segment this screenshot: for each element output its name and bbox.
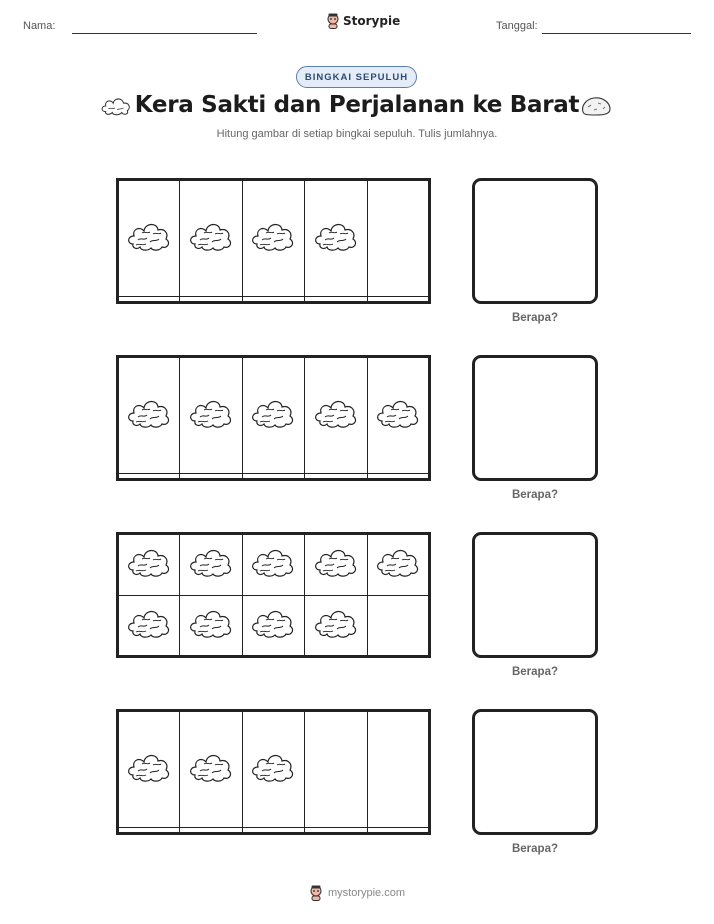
ten-frame-cell [305,357,367,474]
ten-frame-cell [118,297,180,303]
cloud-icon [188,545,234,579]
ten-frame-row [118,474,430,480]
ten-frame-cell [180,595,242,657]
ten-frame-cell [367,534,429,596]
cloud-icon [313,606,359,640]
ten-frame-cell [180,534,242,596]
ten-frame-cell [180,297,242,303]
ten-frame-cell [242,595,304,657]
answer-box-4[interactable] [472,709,598,835]
name-line[interactable] [72,33,257,34]
ten-frame-cell [118,357,180,474]
ten-frame-cell [367,828,429,834]
ten-frame-4 [116,709,431,835]
cloud-icon [375,396,421,430]
cloud-icon [188,606,234,640]
ten-frame-cell [367,357,429,474]
date-label: Tanggal: [496,20,538,32]
ten-frame-cell [305,534,367,596]
cloud-icon [188,396,234,430]
ten-frame-cell [180,357,242,474]
ten-frame-row [118,595,430,657]
answer-box-3[interactable] [472,532,598,658]
ten-frame-cell [305,828,367,834]
cloud-icon [313,545,359,579]
cloud-icon [126,750,172,784]
storypie-mascot-icon [309,885,323,901]
ten-frame-cell [118,474,180,480]
ten-frame-cell [305,474,367,480]
cloud-icon [250,219,296,253]
ten-frame-row [118,180,430,297]
answer-label-2: Berapa? [511,489,559,501]
ten-frame-row [118,534,430,596]
cloud-icon [250,606,296,640]
ten-frame-cell [118,180,180,297]
ten-frame-cell [367,711,429,828]
date-line[interactable] [542,33,691,34]
cloud-icon [126,606,172,640]
ten-frame-cell [367,297,429,303]
ten-frame-cell [242,474,304,480]
storypie-logo [326,13,400,29]
ten-frame-row [118,297,430,303]
cloud-icon [313,396,359,430]
ten-frame-cell [367,180,429,297]
rock-icon [580,95,612,117]
cloud-icon [250,396,296,430]
ten-frame-cell [305,711,367,828]
ten-frame-cell [242,828,304,834]
answer-label-3: Berapa? [511,666,559,678]
ten-frame-1 [116,178,431,304]
cloud-icon [313,219,359,253]
ten-frame-cell [242,297,304,303]
ten-frame-2 [116,355,431,481]
ten-frame-cell [305,180,367,297]
instructions: Hitung gambar di setiap bingkai sepuluh. Tulis jumlahnya. [216,128,498,140]
ten-frame-cell [242,357,304,474]
answer-box-1[interactable] [472,178,598,304]
cloud-icon [188,750,234,784]
name-label: Nama: [23,20,56,32]
footer [309,885,405,901]
ten-frame-cell [305,297,367,303]
cloud-icon [250,545,296,579]
cloud-icon [126,545,172,579]
worksheet-title: Kera Sakti dan Perjalanan ke Barat [134,92,580,118]
ten-frame-cell [305,595,367,657]
ten-frame-cell [118,828,180,834]
storypie-mascot-icon [326,13,340,29]
brand-name: Storypie [343,14,401,28]
footer-url: mystorypie.com [328,887,406,899]
answer-label-1: Berapa? [511,312,559,324]
answer-box-2[interactable] [472,355,598,481]
cloud-icon [188,219,234,253]
ten-frame-row [118,828,430,834]
ten-frame-cell [242,711,304,828]
ten-frame-row [118,711,430,828]
ten-frame-cell [367,474,429,480]
answer-label-4: Berapa? [511,843,559,855]
ten-frame-cell [242,534,304,596]
cloud-icon [126,396,172,430]
cloud-icon [126,219,172,253]
ten-frame-cell [367,595,429,657]
cloud-icon [375,545,421,579]
ten-frame-cell [242,180,304,297]
ten-frame-cell [180,828,242,834]
ten-frame-cell [118,534,180,596]
ten-frame-cell [118,595,180,657]
ten-frame-3 [116,532,431,658]
ten-frame-cell [180,711,242,828]
cloud-icon [250,750,296,784]
ten-frame-row [118,357,430,474]
ten-frame-cell [180,180,242,297]
ten-frame-cell [180,474,242,480]
worksheet-type-badge: BINGKAI SEPULUH [296,66,417,88]
ten-frame-cell [118,711,180,828]
